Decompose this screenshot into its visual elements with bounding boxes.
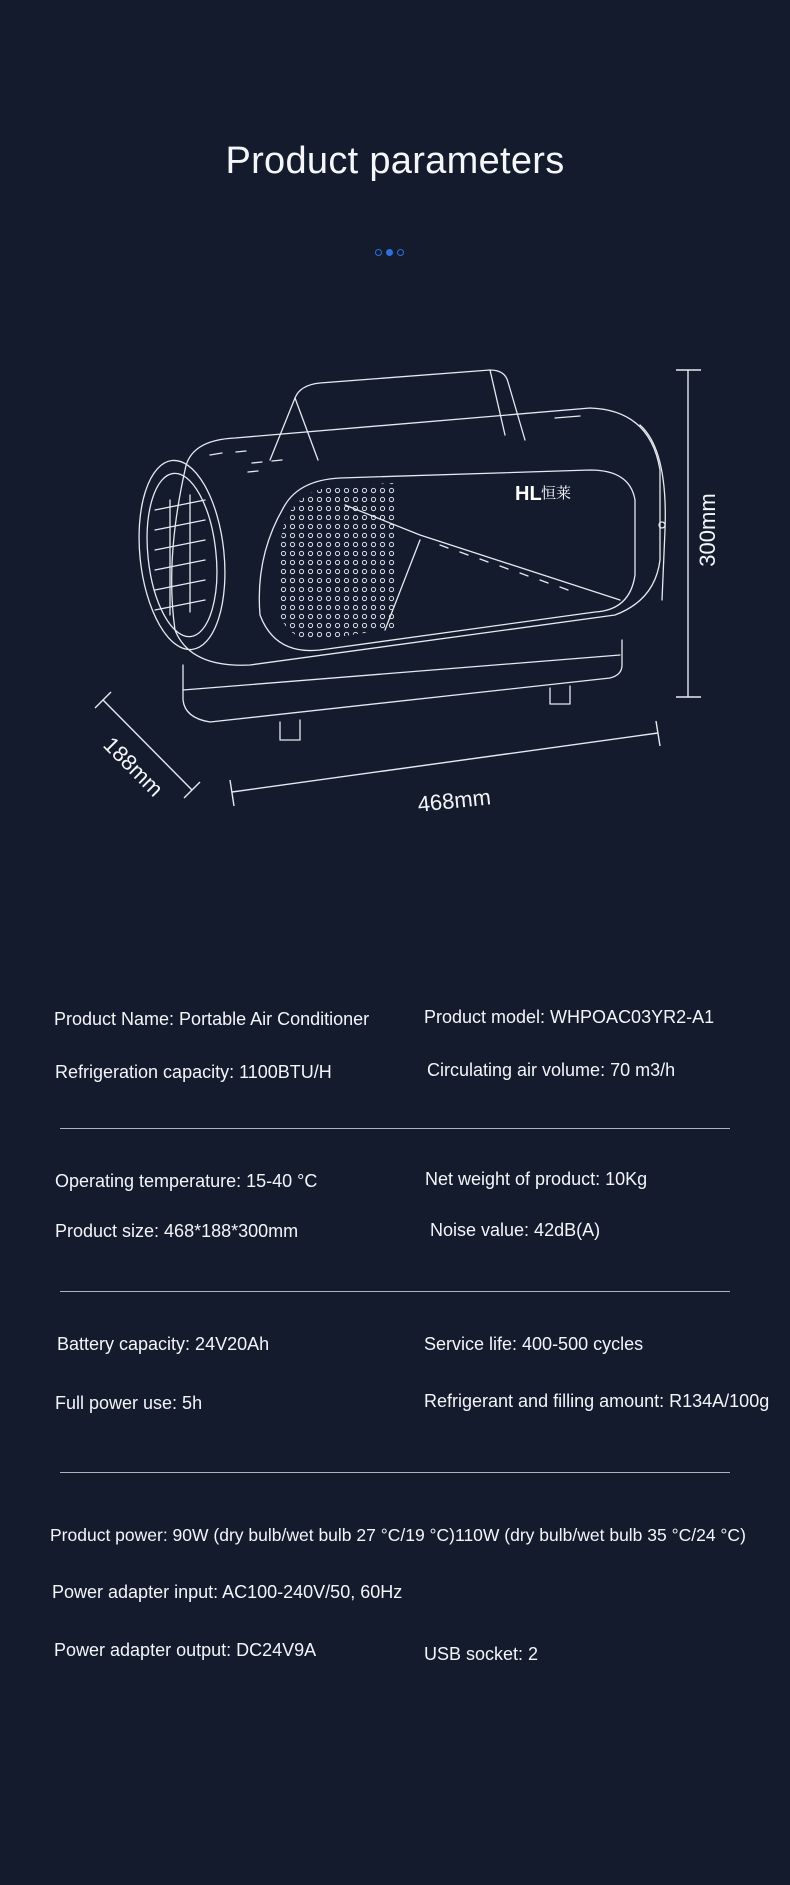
param-refrigeration-capacity: Refrigeration capacity: 1100BTU/H (55, 1062, 332, 1082)
param-adapter-output: Power adapter output: DC24V9A (54, 1640, 317, 1660)
param-product-model: Product model: WHPOAC03YR2-A1 (424, 1007, 715, 1027)
param-battery-capacity: Battery capacity: 24V20Ah (57, 1334, 270, 1354)
param-refrigerant: Refrigerant and filling amount: R134A/100g (424, 1391, 770, 1411)
param-usb-socket: USB socket: 2 (424, 1644, 539, 1664)
param-net-weight: Net weight of product: 10Kg (425, 1169, 648, 1189)
param-product-name: Product Name: Portable Air Conditioner (54, 1009, 370, 1029)
title-block (0, 140, 790, 183)
param-full-power-use: Full power use: 5h (55, 1393, 203, 1413)
handle-outline (270, 370, 525, 460)
carousel-dot[interactable] (397, 249, 404, 256)
param-operating-temperature: Operating temperature: 15-40 °C (55, 1171, 318, 1191)
brand-logo-mark: HL (515, 483, 542, 505)
param-product-size: Product size: 468*188*300mm (55, 1221, 299, 1241)
page-title: Product parameters (225, 140, 565, 182)
divider (60, 1128, 730, 1129)
carousel-indicator (375, 249, 404, 256)
brand-logo (515, 483, 571, 505)
width-label: 468mm (416, 784, 493, 817)
divider (60, 1472, 730, 1473)
param-noise-value: Noise value: 42dB(A) (430, 1220, 601, 1240)
param-air-volume: Circulating air volume: 70 m3/h (427, 1060, 676, 1080)
param-service-life: Service life: 400-500 cycles (424, 1334, 644, 1354)
carousel-dot[interactable] (375, 249, 382, 256)
divider (60, 1291, 730, 1292)
param-adapter-input: Power adapter input: AC100-240V/50, 60Hz (52, 1582, 403, 1602)
brand-logo-name: 恒莱 (541, 484, 572, 502)
depth-label: 188mm (98, 731, 169, 802)
carousel-dot-active[interactable] (386, 249, 393, 256)
base-outline (183, 640, 622, 722)
product-illustration (0, 340, 790, 820)
height-label: 300mm (695, 493, 720, 567)
param-product-power: Product power: 90W (dry bulb/wet bulb 27 °C/19 °C)110W (dry bulb/wet bulb 35 °C/24 °C) (50, 1525, 746, 1545)
body-outline (172, 408, 660, 665)
